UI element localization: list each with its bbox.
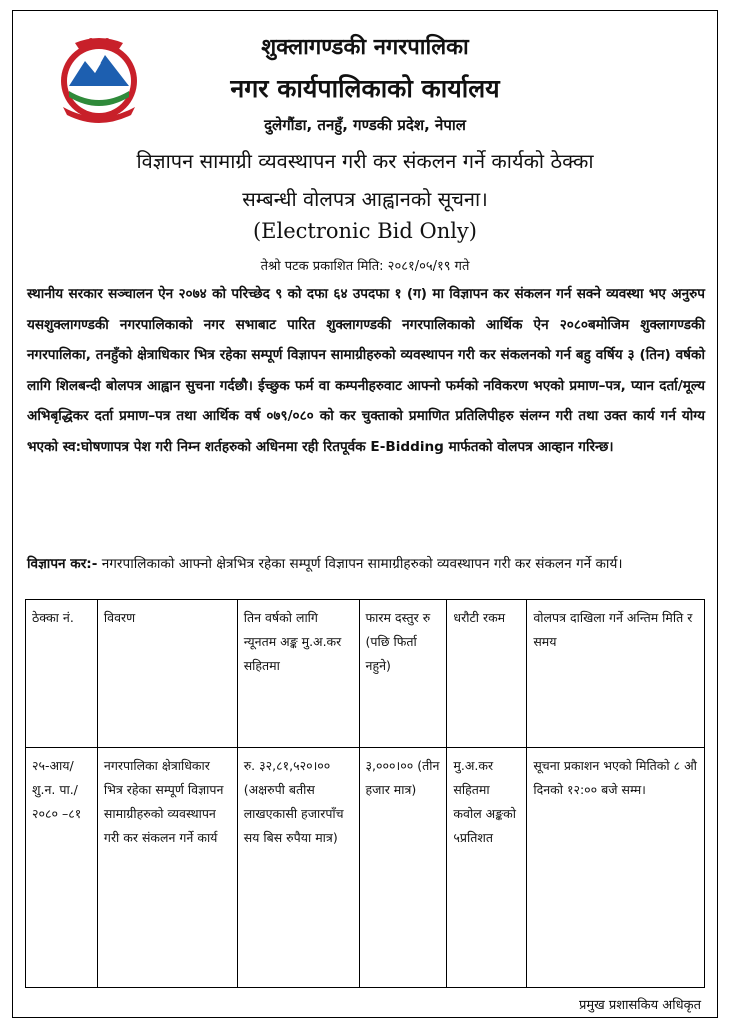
ad-tax-label: विज्ञापन कर:-: [27, 556, 98, 572]
table-row: [26, 748, 705, 988]
notice-title-line2: सम्बन्धी वोलपत्र आह्वानको सूचना।: [242, 187, 488, 211]
electronic-bid-label: (Electronic Bid Only): [252, 219, 477, 243]
col-header-minimum-amount: तिन वर्षको लागि न्यूनतम अङ्क मु.अ.कर सहितमा: [237, 600, 359, 748]
col-header-deposit: धरौटी रकम: [447, 600, 527, 748]
e-bidding-text: E-Bidding: [370, 438, 444, 455]
ad-tax-line: [27, 549, 707, 579]
table-header-row: [26, 600, 705, 748]
col-header-contract-no: ठेक्का नं.: [26, 600, 98, 748]
cell-minimum-amount: रु. ३२,८१,५२०।०० (अक्षरुपी बतीस लाखएकासी हजारपाँच सय बिस रुपैया मात्र): [237, 748, 359, 988]
cell-description: नगरपालिका क्षेत्राधिकार भित्र रहेका सम्पूर्ण विज्ञापन सामाग्रीहरुको व्यवस्थापन गरी कर संकलन गर्ने कार्य: [97, 748, 237, 988]
paragraph-text-part2: मार्फतको वोलपत्र आव्हान गरिन्छ।: [443, 438, 614, 455]
bid-table: [25, 599, 705, 988]
cell-contract-no: २५-आय/ शु.न. पा./ २०८० –८१: [26, 748, 98, 988]
municipality-name: शुक्लागण्डकी नगरपालिका: [261, 34, 469, 60]
notice-frame: [12, 10, 718, 1018]
notice-paragraph: [27, 279, 705, 462]
signatory: प्रमुख प्रशासकिय अधिकृत: [578, 998, 701, 1013]
cell-deposit: मु.अ.कर सहितमा कवोल अङ्कको ५प्रतिशत: [447, 748, 527, 988]
col-header-deadline: वोलपत्र दाखिला गर्ने अन्तिम मिति र समय: [527, 600, 705, 748]
col-header-form-fee: फारम दस्तुर रु (पछि फिर्ता नहुने): [359, 600, 447, 748]
ad-tax-text: नगरपालिकाको आफ्नो क्षेत्रभित्र रहेका सम्पूर्ण विज्ञापन सामाग्रीहरुको व्यवस्थापन गरी कर संकलन गर्ने कार्य।: [97, 556, 623, 572]
col-header-description: विवरण: [97, 600, 237, 748]
cell-deadline: सूचना प्रकाशन भएको मितिको ८ औ दिनको १२:०० बजे सम्म।: [527, 748, 705, 988]
publish-date: तेश्रो पटक प्रकाशित मिति: २०८१/०५/१९ गते: [260, 259, 470, 274]
address: दुलेगौंडा, तनहुँ, गण्डकी प्रदेश, नेपाल: [264, 116, 466, 134]
cell-form-fee: ३,०००।०० (तीन हजार मात्र): [359, 748, 447, 988]
paragraph-text-part1: स्थानीय सरकार सञ्चालन ऐन २०७४ को परिच्छेद ९ को दफा ६४ उपदफा १ (ग) मा विज्ञापन कर संकलन गर्न सक्ने व्यवस्था भए अनुरुप यसशुक्लागण्डकी नगरपालिकाको नगर सभाबाट पारित शुक्लागण्डकी नगरपालिकाको आर्थिक ऐन २०८०बमोजिम शुक्लागण्डकी नगरपालिका, तनहुँको क्षेत्राधिकार भित्र रहेका सम्पूर्ण विज्ञापन सामाग्रीहरुको व्यवस्थापन गरी कर संकलनको गर्न बहु वर्षिय ३ (तिन) वर्षको लागि शिलबन्दी बोलपत्र आह्वान सुचना गर्दछौ। ईच्छुक फर्म वा कम्पनीहरुवाट आफ्नो फर्मको नविकरण भएको प्रमाण–पत्र, प्यान दर्ता/मूल्य अभिबृद्धिकर दर्ता प्रमाण–पत्र तथा आर्थिक वर्ष ०७९/०८० को कर चुक्ताको प्रमाणित प्रतिलिपीहरु संलग्न गरी तथा उक्त कार्य गर्न योग्य भएको स्व:घोषणापत्र पेश गरी निम्न शर्तहरुको अधिनमा रही रितपूर्वक: [27, 286, 705, 455]
notice-title-line1: विज्ञापन सामाग्री व्यवस्थापन गरी कर संकलन गर्ने कार्यको ठेक्का: [136, 149, 594, 173]
office-name: नगर कार्यपालिकाको कार्यालय: [230, 74, 500, 103]
